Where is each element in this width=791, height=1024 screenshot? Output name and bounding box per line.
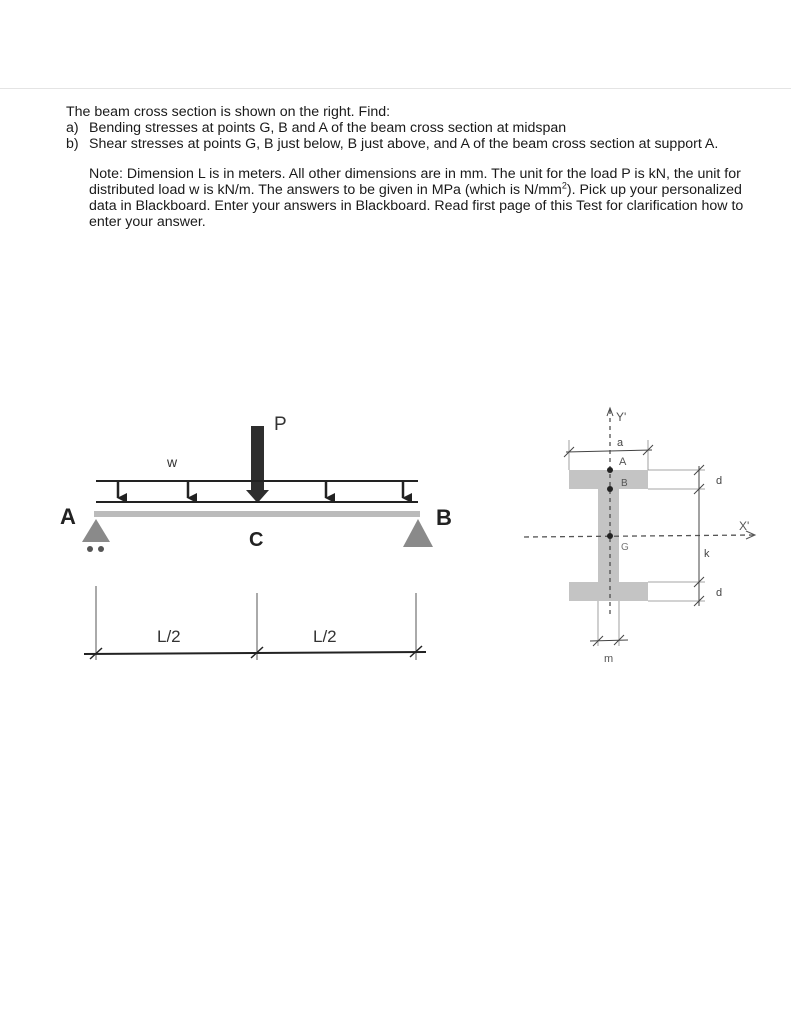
midpoint-c-label: C	[249, 529, 264, 551]
load-p-label: P	[274, 414, 287, 435]
problem-intro: The beam cross section is shown on the right. Find:	[66, 104, 391, 120]
point-a-marker	[607, 467, 613, 473]
dim-right-label: L/2	[313, 627, 337, 646]
axis-y-label: Y'	[616, 410, 627, 424]
beam-diagram	[60, 414, 452, 660]
dim-d-bottom-label: d	[716, 587, 723, 599]
dim-d-top-label: d	[716, 475, 723, 487]
support-a-label: A	[60, 504, 76, 529]
question-b-text: Shear stresses at points G, B just below, B just above, and A of the beam cross section at support A.	[89, 136, 719, 152]
point-g-marker	[607, 533, 613, 539]
axis-x-label: X'	[739, 519, 750, 533]
dim-a-label: a	[617, 437, 624, 449]
support-b-triangle	[403, 519, 433, 547]
dim-k-label: k	[704, 548, 710, 560]
question-a-text: Bending stresses at points G, B and A of the beam cross section at midspan	[89, 120, 567, 136]
beam-body	[94, 511, 420, 517]
dim-m-label: m	[604, 653, 614, 665]
note-text-1: Note: Dimension L is in meters. All other dimensions are in mm. The unit for the load P is kN, the unit for distributed load w is kN/m. The answers to be given in MPa (which is N/mm	[89, 166, 741, 198]
point-g-label: G	[621, 542, 629, 553]
point-a-label: A	[619, 456, 627, 468]
bottom-flange	[569, 582, 648, 601]
point-load-arrow	[251, 426, 264, 494]
dim-m-line	[590, 640, 628, 641]
cross-section-diagram	[524, 408, 755, 665]
point-b-marker	[607, 486, 613, 492]
support-a-roller	[98, 546, 104, 552]
x-axis	[524, 535, 755, 537]
note-superscript: 2	[561, 180, 567, 191]
top-flange	[569, 470, 648, 489]
support-b-label: B	[436, 505, 452, 530]
support-a-roller	[87, 546, 93, 552]
question-a-label: a)	[66, 120, 79, 136]
question-b-label: b)	[66, 136, 79, 152]
support-a-triangle	[82, 519, 110, 542]
load-w-label: w	[167, 454, 178, 470]
note-text-2: ). Pick up your personalized data in Blackboard. Enter your answers in Blackboard. Read first page of this Test for clarification how to enter your answer.	[89, 182, 744, 230]
point-b-label: B	[621, 478, 628, 489]
dim-a-line	[566, 450, 652, 452]
dim-left-label: L/2	[157, 627, 181, 646]
